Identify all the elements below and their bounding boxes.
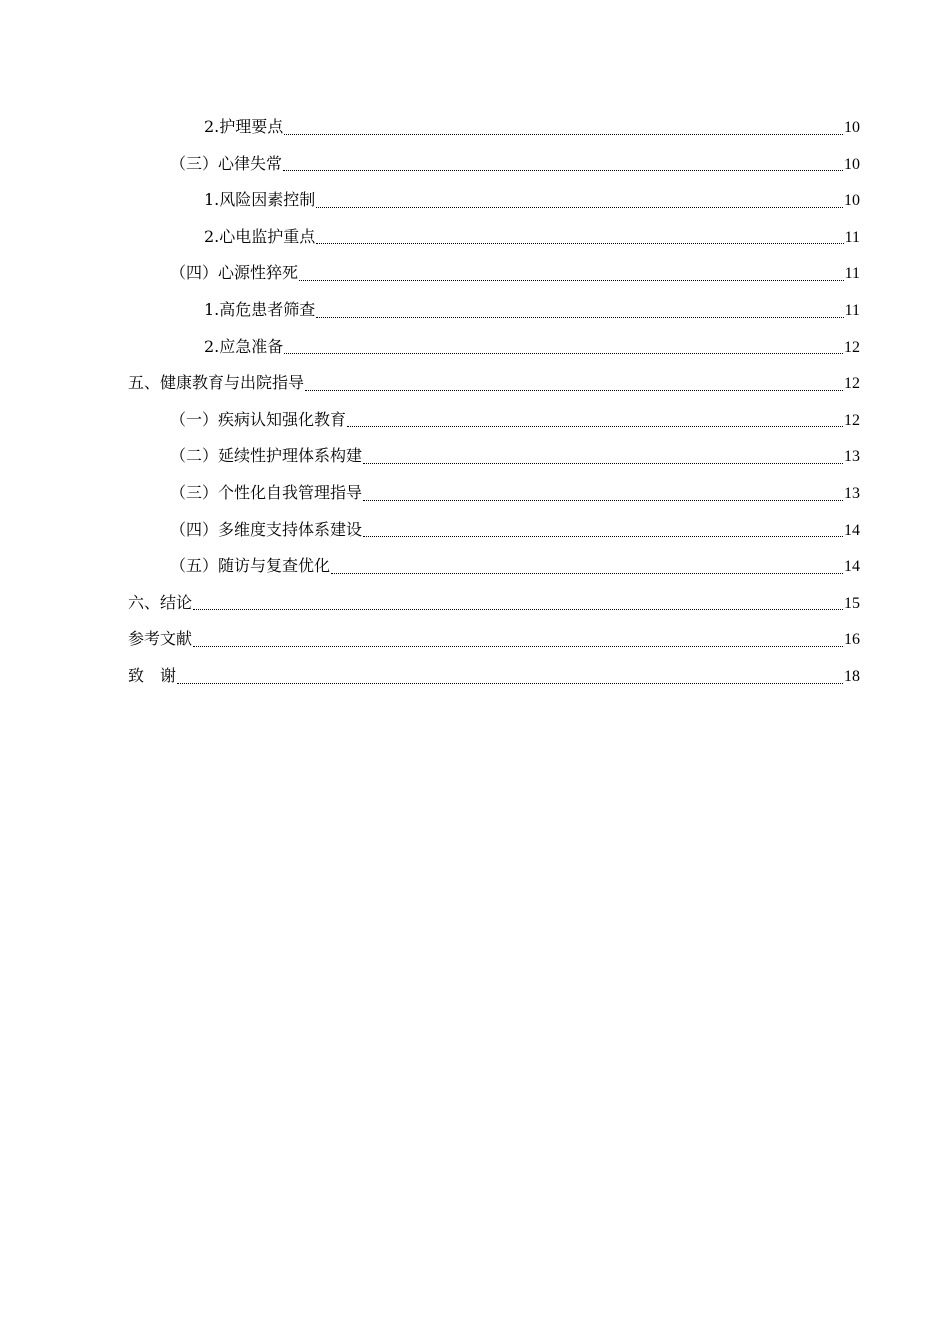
toc-entry[interactable]	[128, 585, 860, 622]
toc-dot-leader	[316, 206, 843, 208]
toc-entry[interactable]	[128, 219, 860, 256]
table-of-contents	[128, 109, 860, 695]
toc-dot-leader	[283, 169, 843, 171]
toc-dot-leader	[316, 316, 843, 318]
toc-entry-page: 11	[844, 301, 860, 319]
toc-entry[interactable]	[128, 438, 860, 475]
toc-entry-title: 1.风险因素控制	[204, 190, 316, 210]
toc-entry[interactable]	[128, 621, 860, 658]
toc-entry-title: 致 谢	[128, 665, 177, 685]
toc-entry[interactable]	[128, 512, 860, 549]
toc-entry-page: 16	[844, 631, 860, 649]
toc-dot-leader	[363, 499, 843, 501]
toc-entry-title: 2.应急准备	[204, 336, 284, 356]
toc-entry-title: 参考文献	[128, 629, 193, 649]
toc-entry-page: 12	[844, 338, 860, 356]
toc-entry-title: （一）疾病认知强化教育	[170, 409, 347, 429]
toc-entry-title: 五、健康教育与出院指导	[128, 373, 305, 393]
toc-entry[interactable]	[128, 658, 860, 695]
toc-entry[interactable]	[128, 182, 860, 219]
toc-dot-leader	[284, 133, 843, 135]
toc-entry-page: 13	[844, 448, 860, 466]
toc-entry-page: 10	[844, 119, 860, 136]
toc-entry-page: 14	[844, 558, 860, 576]
toc-entry-page: 10	[844, 192, 860, 210]
toc-dot-leader	[284, 352, 843, 354]
toc-dot-leader	[363, 535, 843, 537]
toc-dot-leader	[193, 645, 843, 647]
toc-entry[interactable]	[128, 329, 860, 366]
toc-entry-page: 15	[844, 594, 860, 612]
toc-entry-page: 10	[844, 155, 860, 173]
toc-entry[interactable]	[128, 475, 860, 512]
toc-entry[interactable]	[128, 365, 860, 402]
toc-dot-leader	[305, 389, 843, 391]
toc-entry-page: 18	[844, 667, 860, 685]
toc-entry-page: 12	[844, 375, 860, 393]
toc-dot-leader	[363, 462, 843, 464]
toc-entry-title: （四）心源性猝死	[170, 263, 299, 283]
toc-entry[interactable]	[128, 402, 860, 439]
toc-entry[interactable]	[128, 109, 860, 146]
toc-entry-page: 13	[844, 484, 860, 502]
toc-entry-title: 2.护理要点	[204, 117, 284, 136]
toc-dot-leader	[331, 572, 843, 574]
toc-entry-title: （二）延续性护理体系构建	[170, 446, 363, 466]
toc-dot-leader	[193, 608, 843, 610]
toc-entry-page: 11	[844, 265, 860, 283]
toc-entry[interactable]	[128, 255, 860, 292]
toc-entry-title: （三）心律失常	[170, 153, 283, 173]
toc-entry[interactable]	[128, 548, 860, 585]
toc-entry-title: 1.高危患者筛查	[204, 299, 316, 319]
toc-entry[interactable]	[128, 292, 860, 329]
toc-dot-leader	[177, 682, 843, 684]
toc-entry-title: 六、结论	[128, 592, 193, 612]
toc-entry-title: 2.心电监护重点	[204, 226, 316, 246]
toc-entry-page: 14	[844, 521, 860, 539]
toc-entry-page: 11	[844, 228, 860, 246]
toc-entry[interactable]	[128, 146, 860, 183]
toc-dot-leader	[347, 425, 843, 427]
toc-entry-title: （三）个性化自我管理指导	[170, 482, 363, 502]
toc-dot-leader	[299, 279, 844, 281]
toc-entry-title: （四）多维度支持体系建设	[170, 519, 363, 539]
toc-entry-title: （五）随访与复查优化	[170, 556, 331, 576]
toc-entry-page: 12	[844, 411, 860, 429]
toc-dot-leader	[316, 242, 843, 244]
